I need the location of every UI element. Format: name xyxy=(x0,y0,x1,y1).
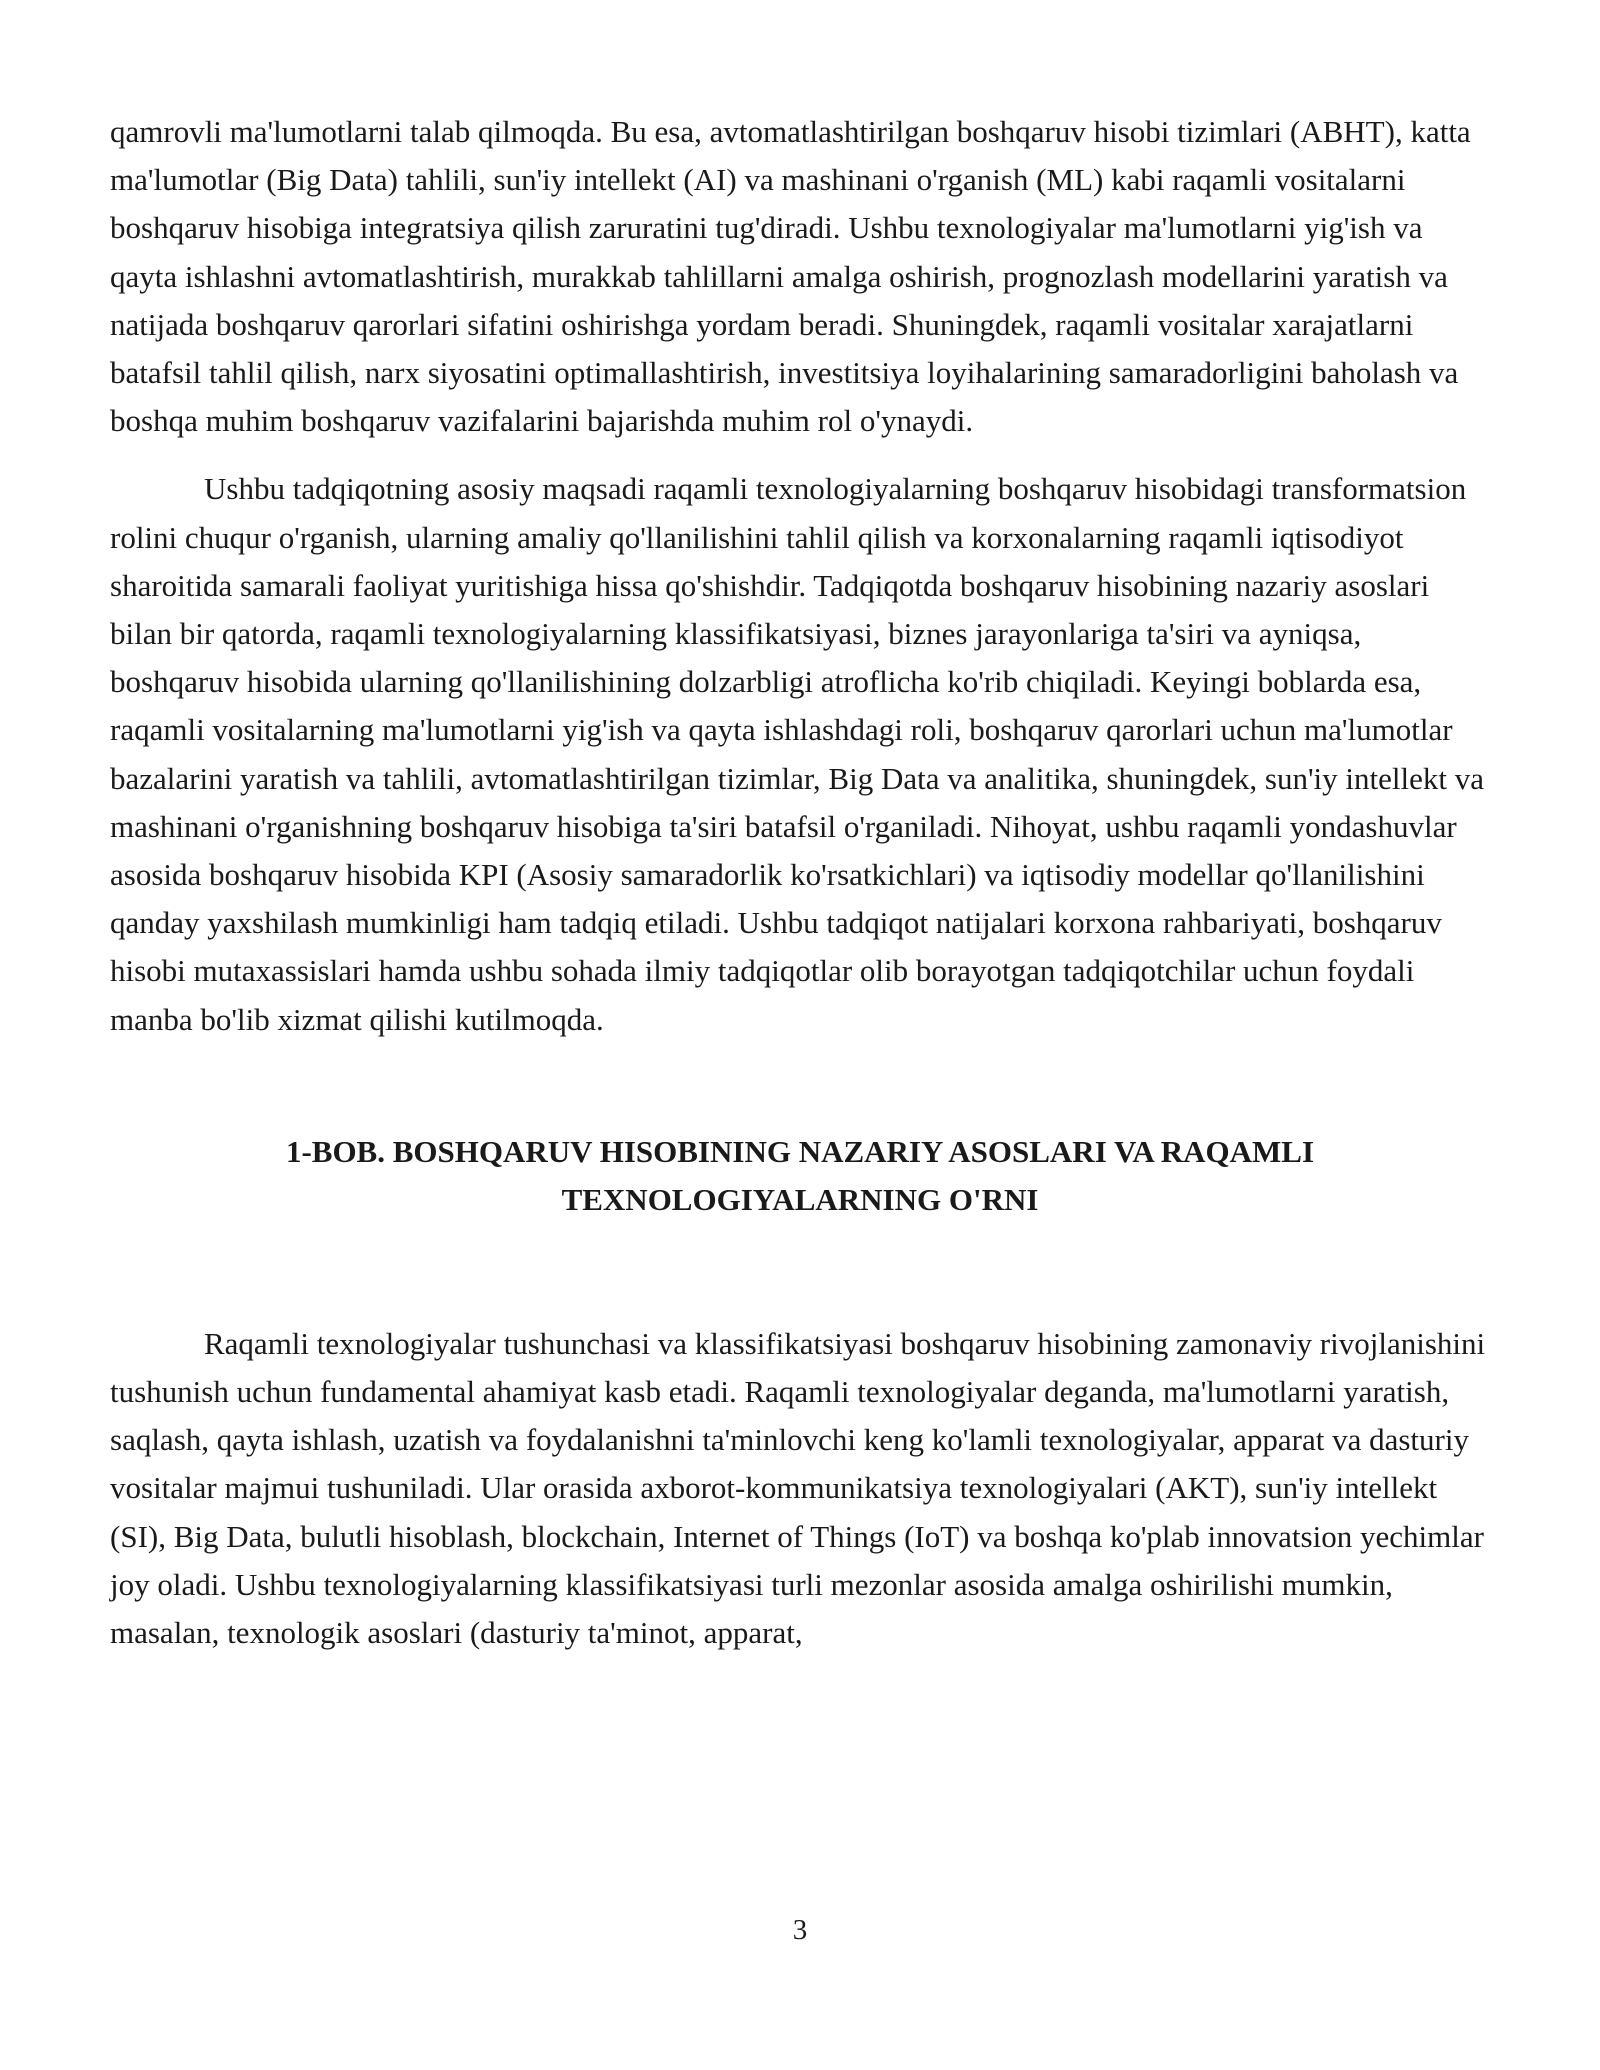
chapter-title-line: TEXNOLOGIYALARNING O'RNI xyxy=(561,1181,1039,1217)
body-paragraph: Ushbu tadqiqotning asosiy maqsadi raqamli texnologiyalarning boshqaruv hisobidagi transformatsion rolini chuqur o'rganish, ularning amaliy qo'llanilishini tahlil qilish va korxonalarning raqamli iqtisodiyot sharoitida samarali faoliyat yuritishiga hissa qo'shishdir. Tadqiqotda boshqaruv hisobining nazariy asoslari bilan bir qatorda, raqamli texnologiyalarning klassifikatsiyasi, biznes jarayonlariga ta'siri va ayniqsa, boshqaruv hisobida ularning qo'llanilishining dolzarbligi atroflicha ko'rib chiqiladi. Keyingi boblarda esa, raqamli vositalarning ma'lumotlarni yig'ish va qayta ishlashdagi roli, boshqaruv qarorlari uchun ma'lumotlar bazalarini yaratish va tahlili, avtomatlashtirilgan tizimlar, Big Data va analitika, shuningdek, sun'iy intellekt va mashinani o'rganishning boshqaruv hisobiga ta'siri batafsil o'rganiladi. Nihoyat, ushbu raqamli yondashuvlar asosida boshqaruv hisobida KPI (Asosiy samaradorlik ko'rsatkichlari) va iqtisodiy modellar qo'llanilishini qanday yaxshilash mumkinligi ham tadqiq etiladi. Ushbu tadqiqot natijalari korxona rahbariyati, boshqaruv hisobi mutaxassislari hamda ushbu sohada ilmiy tadqiqotlar olib borayotgan tadqiqotchilar uchun foydali manba bo'lib xizmat qilishi kutilmoqda. xyxy=(110,471,1484,1037)
chapter-title-line: 1-BOB. BOSHQARUV HISOBINING NAZARIY ASOSLARI VA RAQAMLI xyxy=(285,1133,1315,1169)
body-paragraph: Raqamli texnologiyalar tushunchasi va klassifikatsiyasi boshqaruv hisobining zamonaviy rivojlanishini tushunish uchun fundamental ahamiyat kasb etadi. Raqamli texnologiyalar deganda, ma'lumotlarni yaratish, saqlash, qayta ishlash, uzatish va foydalanishni ta'minlovchi keng ko'lamli texnologiyalar, apparat va dasturiy vositalar majmui tushuniladi. Ular orasida axborot-kommunikatsiya texnologiyalari (AKT), sun'iy intellekt (SI), Big Data, bulutli hisoblash, blockchain, Internet of Things (IoT) va boshqa ko'plab innovatsion yechimlar joy oladi. Ushbu texnologiyalarning klassifikatsiyasi turli mezonlar asosida amalga oshirilishi mumkin, masalan, texnologik asoslari (dasturiy ta'minot, apparat, xyxy=(110,1325,1486,1651)
page-number: 3 xyxy=(792,1914,808,1946)
chapter-title xyxy=(110,1128,1490,1224)
body-paragraph: qamrovli ma'lumotlarni talab qilmoqda. Bu esa, avtomatlashtirilgan boshqaruv hisobi tizimlari (ABHT), katta ma'lumotlar (Big Data) tahlili, sun'iy intellekt (AI) va mashinani o'rganish (ML) kabi raqamli vositalarni boshqaruv hisobiga integratsiya qilish zaruratini tug'diradi. Ushbu texnologiyalar ma'lumotlarni yig'ish va qayta ishlashni avtomatlashtirish, murakkab tahlillarni amalga oshirish, prognozlash modellarini yaratish va natijada boshqaruv qarorlari sifatini oshirishga yordam beradi. Shuningdek, raqamli vositalar xarajatlarni batafsil tahlil qilish, narx siyosatini optimallashtirish, investitsiya loyihalarining samaradorligini baholash va boshqa muhim boshqaruv vazifalarini bajarishda muhim rol o'ynaydi. xyxy=(110,114,1471,439)
document-page xyxy=(110,108,1490,1657)
